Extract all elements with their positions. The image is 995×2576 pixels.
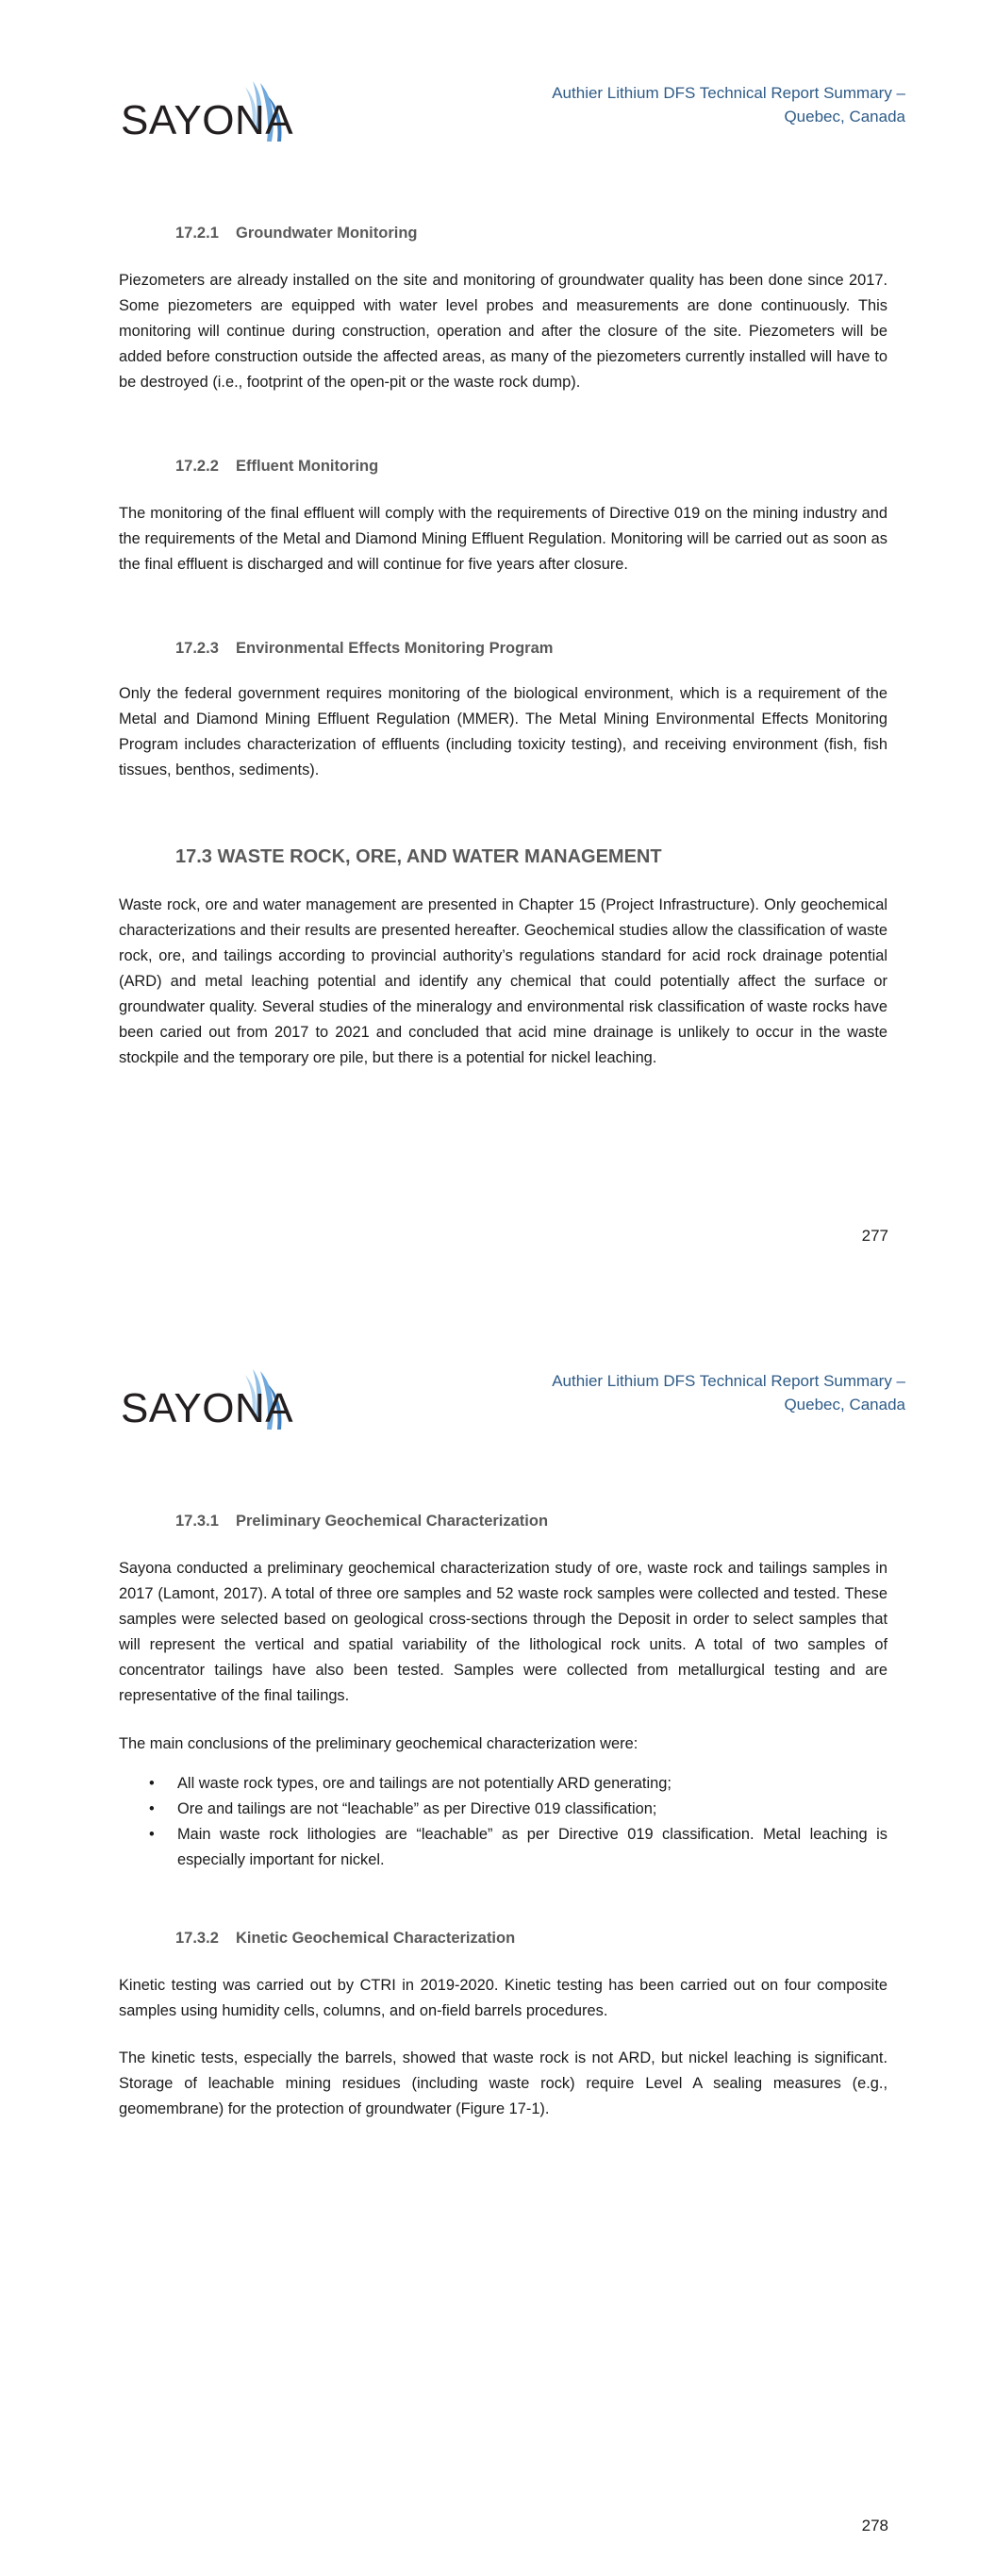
- heading-number: 17.2.2: [175, 458, 219, 475]
- paragraph-effluent-monitoring: The monitoring of the final effluent will comply with the requirements of Directive 019 on the mining industry and the requirements of the Metal and Diamond Mining Effluent Regulation. Monitoring will be carried out as soon as the final effluent is discharged and will continue for five years after closure.: [119, 505, 887, 573]
- header-title-line1: Authier Lithium DFS Technical Report Summary –: [552, 1372, 905, 1390]
- heading-17-3: 17.3 WASTE ROCK, ORE, AND WATER MANAGEMENT: [175, 846, 662, 867]
- bullet-icon: •: [149, 1800, 155, 1817]
- document-page-278: [0, 1288, 995, 2576]
- bullet-icon: •: [149, 1826, 155, 1843]
- heading-17-2-3: [175, 640, 553, 658]
- list-item: [119, 1797, 887, 1822]
- heading-title: Environmental Effects Monitoring Program: [236, 640, 554, 657]
- paragraph-groundwater-monitoring: Piezometers are already installed on the site and monitoring of groundwater quality has been done since 2017. Some piezometers are equipped with water level probes and measurements are done continuously. This monitoring will continue during construction, operation and after the closure of the site. Piezometers will be added before construction outside the affected areas, as many of the piezometers currently installed will have to be destroyed (i.e., footprint of the open-pit or the waste rock dump).: [119, 272, 887, 391]
- heading-number: 17.3.1: [175, 1513, 219, 1530]
- list-item-text: Ore and tailings are not “leachable” as per Directive 019 classification;: [177, 1800, 657, 1817]
- heading-number: 17.2.3: [175, 640, 219, 657]
- header-title-line1: Authier Lithium DFS Technical Report Summary –: [552, 84, 905, 102]
- report-header-title: [509, 1369, 905, 1416]
- bullet-icon: •: [149, 1775, 155, 1792]
- paragraph-environmental-effects: Only the federal government requires monitoring of the biological environment, which is a requirement of the Metal and Diamond Mining Effluent Regulation (MMER). The Metal Mining Environmental Effects Monitoring Program includes characterization of effluents (including toxicity testing), and receiving environment (fish, fish tissues, benthos, sediments).: [119, 685, 887, 778]
- paragraph-kinetic-testing: Kinetic testing was carried out by CTRI in 2019-2020. Kinetic testing has been carried out on four composite samples using humidity cells, columns, and on-field barrels procedures.: [119, 1977, 887, 2019]
- heading-title: Groundwater Monitoring: [236, 225, 418, 242]
- heading-number: 17.3.2: [175, 1930, 219, 1947]
- list-item: [119, 1822, 887, 1873]
- logo-wordmark: SAYONA: [121, 1385, 294, 1431]
- header-title-line2: Quebec, Canada: [784, 1396, 905, 1413]
- header-title-line2: Quebec, Canada: [784, 108, 905, 125]
- paragraph-kinetic-results: The kinetic tests, especially the barrels, showed that waste rock is not ARD, but nickel leaching is significant. Storage of leachable mining residues (including waste rock) require Level A sealing measures (e.g., geomembrane) for the protection of groundwater (Figure 17-1).: [119, 2049, 887, 2117]
- logo-wordmark: SAYONA: [121, 97, 294, 143]
- paragraph-main-conclusions-intro: The main conclusions of the preliminary geochemical characterization were:: [119, 1735, 638, 1752]
- heading-17-2-2: [175, 458, 378, 476]
- heading-17-3-2: [175, 1930, 515, 1948]
- page-number: 277: [861, 1227, 888, 1245]
- heading-title: Effluent Monitoring: [236, 458, 379, 475]
- sayona-logo: [121, 77, 294, 149]
- list-item-text: Main waste rock lithologies are “leachable” as per Directive 019 classification. Metal leaching is especially important for nickel.: [177, 1826, 887, 1868]
- list-item-text: All waste rock types, ore and tailings are not potentially ARD generating;: [177, 1775, 672, 1792]
- heading-number: 17.2.1: [175, 225, 219, 242]
- report-header-title: [509, 81, 905, 128]
- heading-17-2-1: [175, 225, 417, 243]
- heading-title: Preliminary Geochemical Characterization: [236, 1513, 549, 1530]
- heading-title: Kinetic Geochemical Characterization: [236, 1930, 516, 1947]
- page-number: 278: [861, 2517, 888, 2534]
- paragraph-preliminary-characterization: Sayona conducted a preliminary geochemical characterization study of ore, waste rock and tailings samples in 2017 (Lamont, 2017). A total of three ore samples and 52 waste rock samples were collected and tested. These samples were selected based on geological cross-sections through the Deposit in order to select samples that will represent the vertical and spatial variability of the lithological rock units. A total of two samples of concentrator tailings have also been tested. Samples were collected from metallurgical testing and are representative of the final tailings.: [119, 1560, 887, 1704]
- heading-17-3-1: [175, 1513, 548, 1531]
- list-item: [119, 1771, 887, 1797]
- sayona-logo: [121, 1365, 294, 1437]
- conclusions-list: [119, 1771, 887, 1873]
- paragraph-waste-rock-management: Waste rock, ore and water management are presented in Chapter 15 (Project Infrastructure). Only geochemical characterizations and their results are presented hereafter. Geochemical studies allow the classification of waste rock, ore, and tailings according to provincial authority’s regulations standard for acid rock drainage potential (ARD) and metal leaching potential and identify any chemical that could potentially affect the surface or groundwater quality. Several studies of the mineralogy and environmental risk classification of waste rocks have been caried out from 2017 to 2021 and concluded that acid mine drainage is unlikely to occur in the waste stockpile and the temporary ore pile, but there is a potential for nickel leaching.: [119, 896, 887, 1066]
